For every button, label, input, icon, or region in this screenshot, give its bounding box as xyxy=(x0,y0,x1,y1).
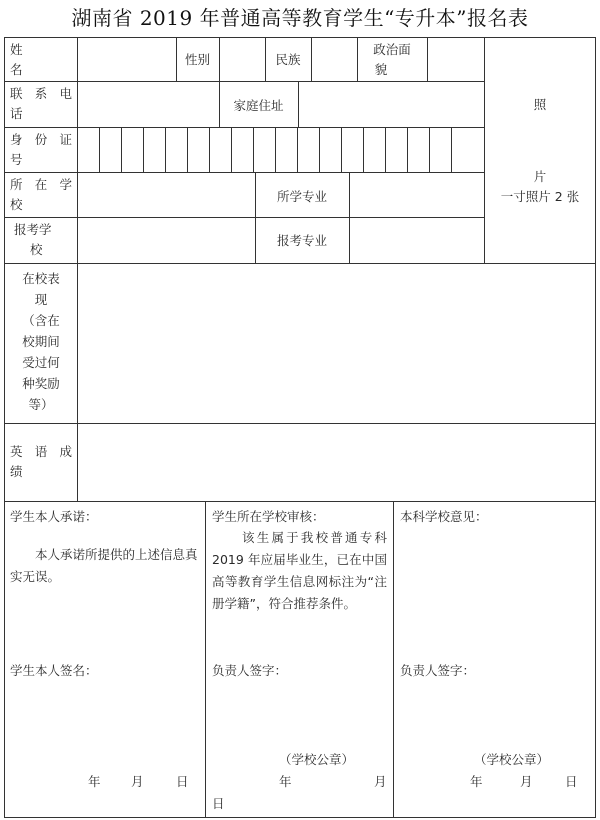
photo-label-top: 照 xyxy=(533,97,547,112)
commitment-text: 本人承诺所提供的上述信息真实无误。 xyxy=(10,547,198,584)
student-signature-label: 学生本人签名： xyxy=(10,663,98,678)
label-gender: 性别 xyxy=(184,52,210,67)
label-current-school: 所 在 学 校 xyxy=(10,177,72,212)
undergrad-date-year: 年 xyxy=(470,774,483,789)
undergrad-date-day: 日 xyxy=(565,774,578,789)
label-school-performance: 在校表 现 （含在 校期间 受过何 种奖励 等） xyxy=(22,271,60,412)
school-review-signature-field[interactable] xyxy=(212,685,387,745)
form-title: 湖南省 2019 年普通高等教育学生“专升本”报名表 xyxy=(71,6,529,30)
label-major: 所学专业 xyxy=(276,189,327,204)
table-border-right xyxy=(595,37,596,818)
label-applied-major: 报考专业 xyxy=(276,233,327,248)
label-id-number: 身 份 证 号 xyxy=(10,132,72,167)
applied-major-field[interactable] xyxy=(350,218,484,263)
undergrad-signature-field[interactable] xyxy=(400,685,590,745)
school-performance-field[interactable] xyxy=(78,264,595,423)
ethnicity-field[interactable] xyxy=(312,38,357,81)
undergrad-review-seal: （学校公章） xyxy=(474,752,550,767)
applied-school-field[interactable] xyxy=(78,218,255,263)
undergrad-date-month: 月 xyxy=(520,774,533,789)
undergrad-opinion-field[interactable] xyxy=(400,530,590,655)
label-ethnicity: 民族 xyxy=(275,52,301,67)
row-divider xyxy=(4,501,596,502)
label-phone: 联 系 电 话 xyxy=(10,86,72,121)
school-review-text: 该生属于我校普通专科 2019 年应届毕业生，已在中国高等教育学生信息网标注为“注册学籍”，符合推荐条件。 xyxy=(212,530,387,611)
label-english-score: 英 语 成 绩 xyxy=(10,444,72,479)
undergrad-signature-label: 负责人签字： xyxy=(400,663,476,678)
school-review-header: 学生所在学校审核： xyxy=(212,509,325,524)
id-number-field[interactable] xyxy=(78,128,484,172)
table-border-left xyxy=(4,37,5,818)
label-political-status: 政治面 貌 xyxy=(373,42,411,77)
photo-column-divider xyxy=(484,37,485,264)
school-review-date-day: 日 xyxy=(212,796,225,811)
label-applied-school: 报考学 校 xyxy=(14,222,52,257)
commitment-date-month: 月 xyxy=(131,774,144,789)
student-signature-field[interactable] xyxy=(10,685,198,765)
home-address-field[interactable] xyxy=(299,82,484,127)
label-name: 姓 名 xyxy=(10,42,23,77)
school-review-signature-label: 负责人签字： xyxy=(212,663,288,678)
col-divider xyxy=(393,501,394,818)
photo-note: 一寸照片 2 张 xyxy=(500,189,580,204)
current-school-field[interactable] xyxy=(78,173,255,217)
table-border-bottom xyxy=(4,817,596,818)
name-field[interactable] xyxy=(78,38,176,81)
major-field[interactable] xyxy=(350,173,484,217)
school-review-date-month: 月 xyxy=(374,774,387,789)
english-score-field[interactable] xyxy=(78,424,595,501)
phone-field[interactable] xyxy=(78,82,219,127)
photo-label-bottom: 片 xyxy=(533,169,547,184)
commitment-date-day: 日 xyxy=(176,774,189,789)
gender-field[interactable] xyxy=(220,38,265,81)
commitment-header: 学生本人承诺： xyxy=(10,509,98,524)
commitment-date-year: 年 xyxy=(88,774,101,789)
political-status-field[interactable] xyxy=(428,38,484,81)
school-review-date-year: 年 xyxy=(279,774,292,789)
label-home-address: 家庭住址 xyxy=(233,98,284,113)
undergrad-review-header: 本科学校意见： xyxy=(400,509,488,524)
school-review-seal: （学校公章） xyxy=(279,752,355,767)
col-divider xyxy=(205,501,206,818)
